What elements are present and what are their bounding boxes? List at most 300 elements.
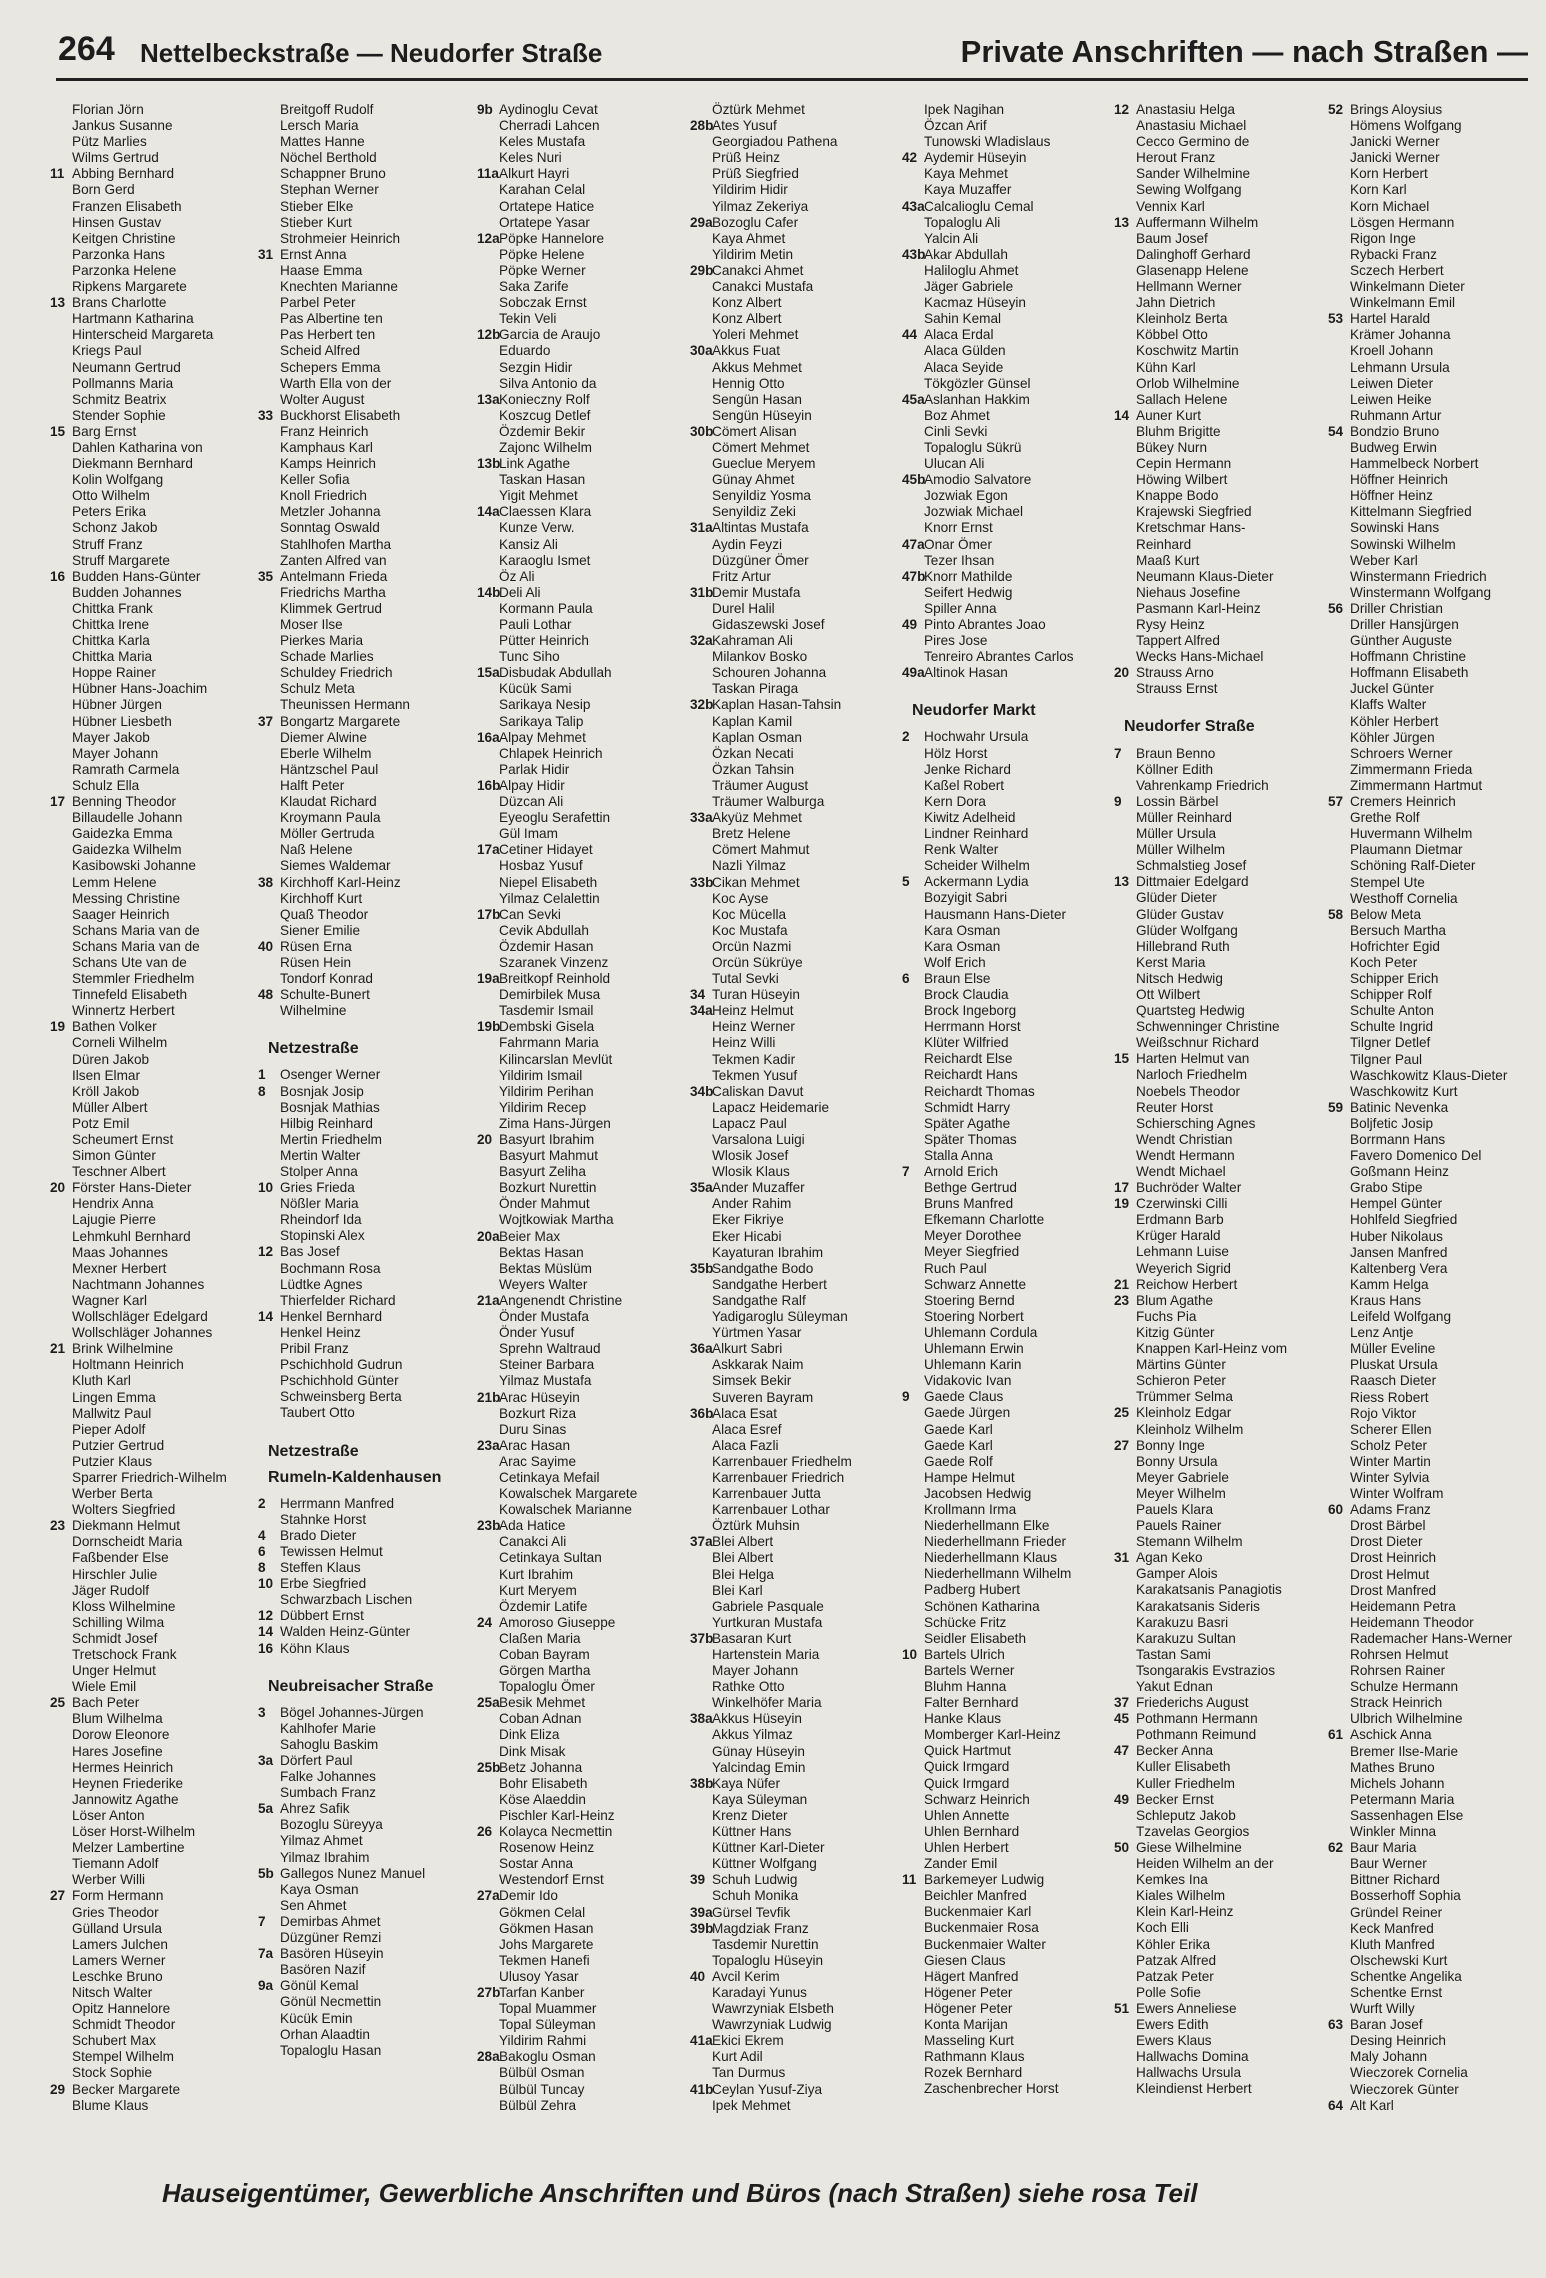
resident-name: Tiemann Adolf xyxy=(72,1856,159,1872)
directory-entry xyxy=(1124,1164,1334,1180)
directory-entry xyxy=(1124,1679,1334,1695)
resident-name: Kücük Emin xyxy=(280,2010,353,2026)
directory-entry xyxy=(902,150,1122,166)
directory-entry xyxy=(60,1615,270,1631)
resident-name: Ahrez Safik xyxy=(280,1801,350,1817)
resident-name: Akkus Mehmet xyxy=(712,359,802,375)
resident-name: Rohrsen Rainer xyxy=(1350,1663,1446,1679)
directory-entry xyxy=(1338,842,1546,858)
resident-name: Varsalona Luigi xyxy=(712,1132,805,1147)
directory-entry xyxy=(700,231,910,247)
resident-name: Mallwitz Paul xyxy=(72,1405,152,1421)
resident-name: Schuldey Friedrich xyxy=(280,665,393,681)
directory-entry xyxy=(1338,134,1546,150)
resident-name: Schwenninger Christine xyxy=(1136,1019,1280,1035)
directory-entry xyxy=(1124,890,1334,906)
resident-name: Juckel Günter xyxy=(1350,681,1434,697)
directory-entry xyxy=(1114,1405,1334,1421)
directory-entry xyxy=(700,955,910,971)
resident-name: Karakatsanis Panagiotis xyxy=(1136,1582,1282,1598)
directory-entry xyxy=(268,1357,478,1373)
resident-name: Klaffs Walter xyxy=(1350,697,1427,713)
resident-name: Jankus Susanne xyxy=(72,118,173,134)
directory-entry xyxy=(700,681,910,697)
directory-entry xyxy=(60,1373,270,1389)
house-number: 32b xyxy=(690,697,714,713)
directory-entry xyxy=(1338,1068,1546,1084)
directory-entry xyxy=(268,1721,478,1737)
directory-entry xyxy=(60,2001,270,2017)
directory-entry xyxy=(60,1052,270,1068)
resident-name: Schentke Angelika xyxy=(1350,1968,1462,1984)
resident-name: Löser Horst-Wilhelm xyxy=(72,1824,196,1840)
resident-name: Prüß Heinz xyxy=(712,150,780,166)
resident-name: Ander Muzaffer xyxy=(712,1180,805,1196)
directory-entry xyxy=(912,424,1122,440)
resident-name: Barg Ernst xyxy=(72,423,137,439)
house-number: 1 xyxy=(258,1067,266,1083)
resident-name: Lapacz Paul xyxy=(712,1115,787,1131)
directory-entry xyxy=(912,601,1122,617)
directory-entry xyxy=(1124,939,1334,955)
resident-name: Sostar Anna xyxy=(499,1856,574,1872)
resident-name: Knorr Mathilde xyxy=(924,568,1013,584)
resident-name: Düren Jakob xyxy=(72,1051,150,1067)
resident-name: Schappner Bruno xyxy=(280,166,386,182)
house-number: 58 xyxy=(1328,906,1344,922)
directory-entry xyxy=(1338,1969,1546,1985)
directory-entry xyxy=(912,1357,1122,1373)
resident-name: Kaßel Robert xyxy=(924,777,1005,793)
resident-name: Drost Heinrich xyxy=(1350,1550,1437,1566)
directory-entry xyxy=(1338,1261,1546,1277)
resident-name: Thierfelder Richard xyxy=(280,1292,396,1308)
directory-entry xyxy=(1114,1743,1334,1759)
directory-entry xyxy=(60,2098,270,2114)
directory-entry xyxy=(700,1309,910,1325)
resident-name: Heinz Willi xyxy=(712,1035,776,1051)
directory-entry xyxy=(1338,665,1546,681)
house-number: 47a xyxy=(902,536,925,552)
resident-name: Nöchel Berthold xyxy=(280,150,377,166)
directory-entry xyxy=(1124,1003,1334,1019)
directory-entry xyxy=(1124,424,1334,440)
directory-entry xyxy=(690,1904,910,1921)
resident-name: Sandgathe Bodo xyxy=(712,1260,814,1276)
resident-name: Hoppe Rainer xyxy=(72,665,156,681)
directory-entry xyxy=(1124,923,1334,939)
house-number: 6 xyxy=(902,970,910,986)
resident-name: Glüder Gustav xyxy=(1136,906,1224,922)
resident-name: Özdemir Latife xyxy=(499,1598,588,1614)
directory-entry xyxy=(1124,520,1334,536)
directory-entry xyxy=(60,681,270,697)
directory-entry xyxy=(1338,987,1546,1003)
directory-entry xyxy=(700,311,910,327)
resident-name: Franz Heinrich xyxy=(280,423,369,439)
resident-name: Cecco Germino de xyxy=(1136,134,1250,150)
resident-name: Alkurt Sabri xyxy=(712,1341,783,1357)
resident-name: Schmalstieg Josef xyxy=(1136,858,1247,874)
resident-name: Claßen Maria xyxy=(499,1630,581,1646)
resident-name: Pschichhold Gudrun xyxy=(280,1357,403,1373)
directory-entry xyxy=(700,778,910,794)
directory-entry xyxy=(912,1228,1122,1244)
resident-name: Köbbel Otto xyxy=(1136,327,1208,343)
resident-name: Yilmaz Celalettin xyxy=(499,890,600,906)
resident-name: Krämer Johanna xyxy=(1350,327,1451,343)
resident-name: Uhlen Bernhard xyxy=(924,1823,1020,1839)
resident-name: Nazli Yilmaz xyxy=(712,858,787,874)
directory-entry xyxy=(700,1148,910,1164)
house-number: 48 xyxy=(258,987,274,1003)
resident-name: Sobczak Ernst xyxy=(499,295,587,311)
resident-name: Buckhorst Elisabeth xyxy=(280,407,401,423)
directory-entry xyxy=(60,263,270,279)
directory-entry xyxy=(1338,1583,1546,1599)
directory-entry xyxy=(60,488,270,504)
directory-entry xyxy=(60,1309,270,1325)
directory-entry xyxy=(1124,1035,1334,1051)
resident-name: Hosbaz Yusuf xyxy=(499,858,583,874)
resident-name: Niehaus Josefine xyxy=(1136,584,1241,600)
directory-entry xyxy=(912,1003,1122,1019)
house-number: 8 xyxy=(258,1560,266,1576)
resident-name: Haliloglu Ahmet xyxy=(924,262,1019,278)
house-number: 45a xyxy=(902,391,925,407)
directory-entry xyxy=(60,1679,270,1695)
directory-entry xyxy=(268,440,478,456)
directory-entry xyxy=(700,601,910,617)
resident-name: Löser Anton xyxy=(72,1807,145,1823)
resident-name: Stempel Wilhelm xyxy=(72,2049,174,2065)
house-number: 31 xyxy=(258,246,274,262)
resident-name: Arac Sayime xyxy=(499,1453,577,1469)
directory-entry xyxy=(268,971,478,987)
resident-name: Kuller Elisabeth xyxy=(1136,1759,1231,1775)
directory-entry xyxy=(1124,601,1334,617)
directory-entry xyxy=(487,1100,697,1116)
directory-entry xyxy=(912,182,1122,198)
resident-name: Struff Franz xyxy=(72,536,143,552)
directory-entry xyxy=(912,858,1122,874)
directory-entry xyxy=(60,971,270,987)
resident-name: Topal Süleyman xyxy=(499,2017,596,2033)
directory-entry xyxy=(912,1486,1122,1502)
directory-entry xyxy=(1338,182,1546,198)
directory-entry xyxy=(60,1808,270,1824)
directory-entry xyxy=(912,1615,1122,1631)
resident-name: Milankov Bosko xyxy=(712,649,808,665)
resident-name: Yoleri Mehmet xyxy=(712,327,799,343)
directory-entry xyxy=(60,810,270,826)
directory-entry xyxy=(60,102,270,118)
directory-entry xyxy=(1338,199,1546,215)
directory-entry xyxy=(477,1292,697,1309)
resident-name: Parzonka Helene xyxy=(72,262,177,278)
resident-name: Schmidt Josef xyxy=(72,1630,158,1646)
resident-name: Steffen Klaus xyxy=(280,1560,361,1576)
resident-name: Sandgathe Ralf xyxy=(712,1292,806,1308)
resident-name: Borrmann Hans xyxy=(1350,1132,1446,1147)
resident-name: Sowinski Hans xyxy=(1350,520,1440,536)
directory-entry xyxy=(487,1470,697,1486)
resident-name: Märtins Günter xyxy=(1136,1357,1226,1373)
resident-name: Önder Mahmut xyxy=(499,1196,590,1212)
resident-name: Theunissen Hermann xyxy=(280,697,410,713)
directory-entry xyxy=(477,456,697,472)
directory-entry xyxy=(912,1180,1122,1196)
directory-entry xyxy=(700,1357,910,1373)
directory-entry xyxy=(1338,537,1546,553)
resident-name: Cömert Mehmet xyxy=(712,439,810,455)
resident-name: Stalla Anna xyxy=(924,1147,993,1163)
directory-entry xyxy=(700,1486,910,1502)
resident-name: Besik Mehmet xyxy=(499,1695,586,1711)
directory-entry xyxy=(1338,1196,1546,1212)
directory-entry xyxy=(487,1212,697,1228)
directory-entry xyxy=(1338,440,1546,456)
resident-name: Wieczorek Günter xyxy=(1350,2081,1459,2097)
directory-entry xyxy=(60,2065,270,2081)
directory-entry xyxy=(912,456,1122,472)
resident-name: Adams Franz xyxy=(1350,1502,1431,1518)
directory-entry xyxy=(60,1035,270,1051)
directory-entry xyxy=(700,1808,910,1824)
resident-name: Hares Josefine xyxy=(72,1743,163,1759)
resident-name: Hilbig Reinhard xyxy=(280,1115,373,1131)
resident-name: Form Hermann xyxy=(72,1888,164,1904)
resident-name: Konieczny Rolf xyxy=(499,391,590,407)
resident-name: Mayer Johann xyxy=(72,745,159,761)
resident-name: Parzonka Hans xyxy=(72,246,165,262)
house-number: 47 xyxy=(1114,1743,1130,1759)
directory-entry xyxy=(1338,1438,1546,1454)
resident-name: Padberg Hubert xyxy=(924,1582,1020,1598)
house-number: 29 xyxy=(50,2081,66,2097)
resident-name: Bongartz Margarete xyxy=(280,713,401,729)
directory-entry xyxy=(1338,392,1546,408)
directory-entry xyxy=(912,1100,1122,1116)
directory-entry xyxy=(912,553,1122,569)
resident-name: Schade Marlies xyxy=(280,649,374,665)
resident-name: Rüsen Hein xyxy=(280,954,352,970)
resident-name: Struff Margarete xyxy=(72,552,170,568)
directory-entry xyxy=(60,1116,270,1132)
resident-name: Pierkes Maria xyxy=(280,633,364,649)
resident-name: Stempel Ute xyxy=(1350,874,1425,890)
resident-name: Strack Heinrich xyxy=(1350,1695,1443,1711)
directory-entry xyxy=(1338,1905,1546,1921)
directory-entry xyxy=(1124,553,1334,569)
house-number: 17 xyxy=(1114,1180,1130,1196)
house-number: 25a xyxy=(477,1695,500,1711)
directory-entry xyxy=(700,1567,910,1583)
resident-name: Ackermann Lydia xyxy=(924,874,1029,890)
directory-entry xyxy=(268,553,478,569)
directory-entry xyxy=(268,199,478,215)
directory-entry xyxy=(912,1985,1122,2001)
directory-entry xyxy=(1338,1534,1546,1550)
resident-name: Topaloglu Hasan xyxy=(280,2042,382,2058)
resident-name: Anastasiu Helga xyxy=(1136,102,1235,117)
resident-name: Köllner Edith xyxy=(1136,761,1214,777)
house-number: 21 xyxy=(1114,1276,1130,1292)
resident-name: Hartel Harald xyxy=(1350,311,1431,327)
resident-name: Mertin Friedhelm xyxy=(280,1131,382,1147)
directory-entry xyxy=(268,1769,478,1785)
resident-name: Sumbach Franz xyxy=(280,1785,376,1801)
directory-entry xyxy=(690,520,910,536)
resident-name: Gamper Alois xyxy=(1136,1566,1218,1582)
directory-entry xyxy=(700,891,910,907)
resident-name: Dornscheidt Maria xyxy=(72,1534,183,1550)
house-number: 45b xyxy=(902,472,926,488)
resident-name: Küttner Wolfgang xyxy=(712,1856,817,1872)
resident-name: Schönen Katharina xyxy=(924,1598,1040,1614)
directory-entry xyxy=(912,1566,1122,1582)
resident-name: Niederhellmann Frieder xyxy=(924,1534,1067,1550)
directory-entry xyxy=(60,472,270,488)
directory-column xyxy=(1114,102,1334,2097)
resident-name: Koc Ayse xyxy=(712,890,769,906)
directory-entry xyxy=(912,1116,1122,1132)
resident-name: Potz Emil xyxy=(72,1115,130,1131)
resident-name: Bülbül Zehra xyxy=(499,2097,577,2113)
resident-name: Tsongarakis Evstrazios xyxy=(1136,1662,1276,1678)
resident-name: Hinsen Gustav xyxy=(72,214,162,230)
directory-entry xyxy=(268,665,478,681)
house-number: 54 xyxy=(1328,423,1344,439)
directory-entry xyxy=(700,1470,910,1486)
resident-name: Konta Marijan xyxy=(924,2016,1008,2032)
directory-entry xyxy=(1124,858,1334,874)
resident-name: Bülbül Osman xyxy=(499,2065,585,2081)
directory-entry xyxy=(1124,327,1334,343)
directory-entry xyxy=(487,199,697,215)
resident-name: Schieron Peter xyxy=(1136,1373,1226,1389)
directory-entry xyxy=(1338,633,1546,649)
resident-name: Giesen Claus xyxy=(924,1952,1006,1968)
directory-entry xyxy=(268,1512,478,1528)
directory-entry xyxy=(1338,343,1546,359)
directory-entry xyxy=(60,730,270,746)
resident-name: Bosserhoff Sophia xyxy=(1350,1888,1461,1904)
directory-entry xyxy=(1124,1373,1334,1389)
resident-name: Topaloglu Sükrü xyxy=(924,439,1022,455)
directory-entry xyxy=(487,537,697,553)
resident-name: Caliskan Davut xyxy=(712,1083,804,1099)
house-number: 40 xyxy=(258,938,274,954)
resident-name: Wolf Erich xyxy=(924,954,986,970)
directory-entry xyxy=(912,1711,1122,1727)
resident-name: Wilms Gertrud xyxy=(72,150,159,166)
resident-name: Kiwitz Adelheid xyxy=(924,809,1016,825)
directory-entry xyxy=(1338,360,1546,376)
resident-name: Pothmann Hermann xyxy=(1136,1711,1258,1727)
resident-name: Kahraman Ali xyxy=(712,633,793,649)
directory-entry xyxy=(1124,279,1334,295)
directory-entry xyxy=(1124,617,1334,633)
resident-name: Fahrmann Maria xyxy=(499,1035,599,1051)
directory-entry xyxy=(1338,2065,1546,2081)
directory-entry xyxy=(60,1534,270,1550)
directory-entry xyxy=(1124,1357,1334,1373)
resident-name: Sparrer Friedrich-Wilhelm xyxy=(72,1469,227,1485)
directory-entry xyxy=(912,1550,1122,1566)
directory-entry xyxy=(1338,1003,1546,1019)
resident-name: Wecks Hans-Michael xyxy=(1136,649,1264,665)
directory-entry xyxy=(912,1084,1122,1100)
resident-name: Hartmann Katharina xyxy=(72,311,194,327)
directory-entry xyxy=(1124,1132,1334,1148)
house-number: 25 xyxy=(1114,1405,1130,1421)
directory-entry xyxy=(487,1325,697,1341)
resident-name: Friederichs August xyxy=(1136,1695,1249,1711)
house-number: 56 xyxy=(1328,600,1344,616)
resident-name: Höwing Wilbert xyxy=(1136,472,1228,488)
resident-name: Alpay Mehmet xyxy=(499,729,586,745)
house-number: 26 xyxy=(477,1824,493,1840)
resident-name: Bükey Nurn xyxy=(1136,439,1208,455)
directory-entry xyxy=(912,1261,1122,1277)
resident-name: Bartels Werner xyxy=(924,1662,1015,1678)
house-number: 49 xyxy=(902,617,918,632)
resident-name: Hohlfeld Siegfried xyxy=(1350,1212,1458,1228)
resident-name: Dembski Gisela xyxy=(499,1019,595,1035)
resident-name: Niederhellmann Wilhelm xyxy=(924,1566,1072,1582)
resident-name: Erbe Siegfried xyxy=(280,1576,367,1592)
directory-entry xyxy=(60,875,270,891)
resident-name: Lehmann Ursula xyxy=(1350,359,1450,375)
directory-entry xyxy=(700,907,910,923)
resident-name: Karrenbauer Lothar xyxy=(712,1502,830,1518)
resident-name: Reichardt Else xyxy=(924,1051,1013,1067)
resident-name: Hausmann Hans-Dieter xyxy=(924,906,1067,922)
resident-name: Rozek Bernhard xyxy=(924,2065,1023,2081)
directory-entry xyxy=(912,1969,1122,1985)
directory-entry xyxy=(1124,1647,1334,1663)
directory-entry xyxy=(1338,295,1546,311)
resident-name: Eker Fikriye xyxy=(712,1212,784,1228)
directory-entry xyxy=(700,1518,910,1534)
resident-name: Zajonc Wilhelm xyxy=(499,439,592,455)
directory-entry xyxy=(60,504,270,520)
resident-name: Petermann Maria xyxy=(1350,1791,1455,1807)
directory-entry xyxy=(268,1373,478,1389)
resident-name: Dink Eliza xyxy=(499,1727,560,1743)
house-number: 42 xyxy=(902,150,918,166)
resident-name: Messing Christine xyxy=(72,890,181,906)
directory-entry xyxy=(487,1969,697,1985)
resident-name: Sahin Kemal xyxy=(924,311,1002,327)
directory-entry xyxy=(912,1035,1122,1051)
resident-name: Hendrix Anna xyxy=(72,1196,154,1212)
directory-entry xyxy=(477,1228,697,1245)
directory-entry xyxy=(487,1937,697,1953)
directory-entry xyxy=(477,665,697,681)
resident-name: Hanke Klaus xyxy=(924,1711,1002,1727)
resident-name: Kirchhoff Kurt xyxy=(280,890,363,906)
resident-name: Rojo Viktor xyxy=(1350,1405,1417,1421)
house-number: 34b xyxy=(690,1083,714,1099)
house-number: 14 xyxy=(1114,407,1130,423)
directory-entry xyxy=(1124,1824,1334,1840)
resident-name: Seidler Elisabeth xyxy=(924,1630,1027,1646)
directory-entry xyxy=(1124,1727,1334,1743)
resident-name: Yildirim Hidir xyxy=(712,182,788,198)
directory-entry xyxy=(1124,440,1334,456)
